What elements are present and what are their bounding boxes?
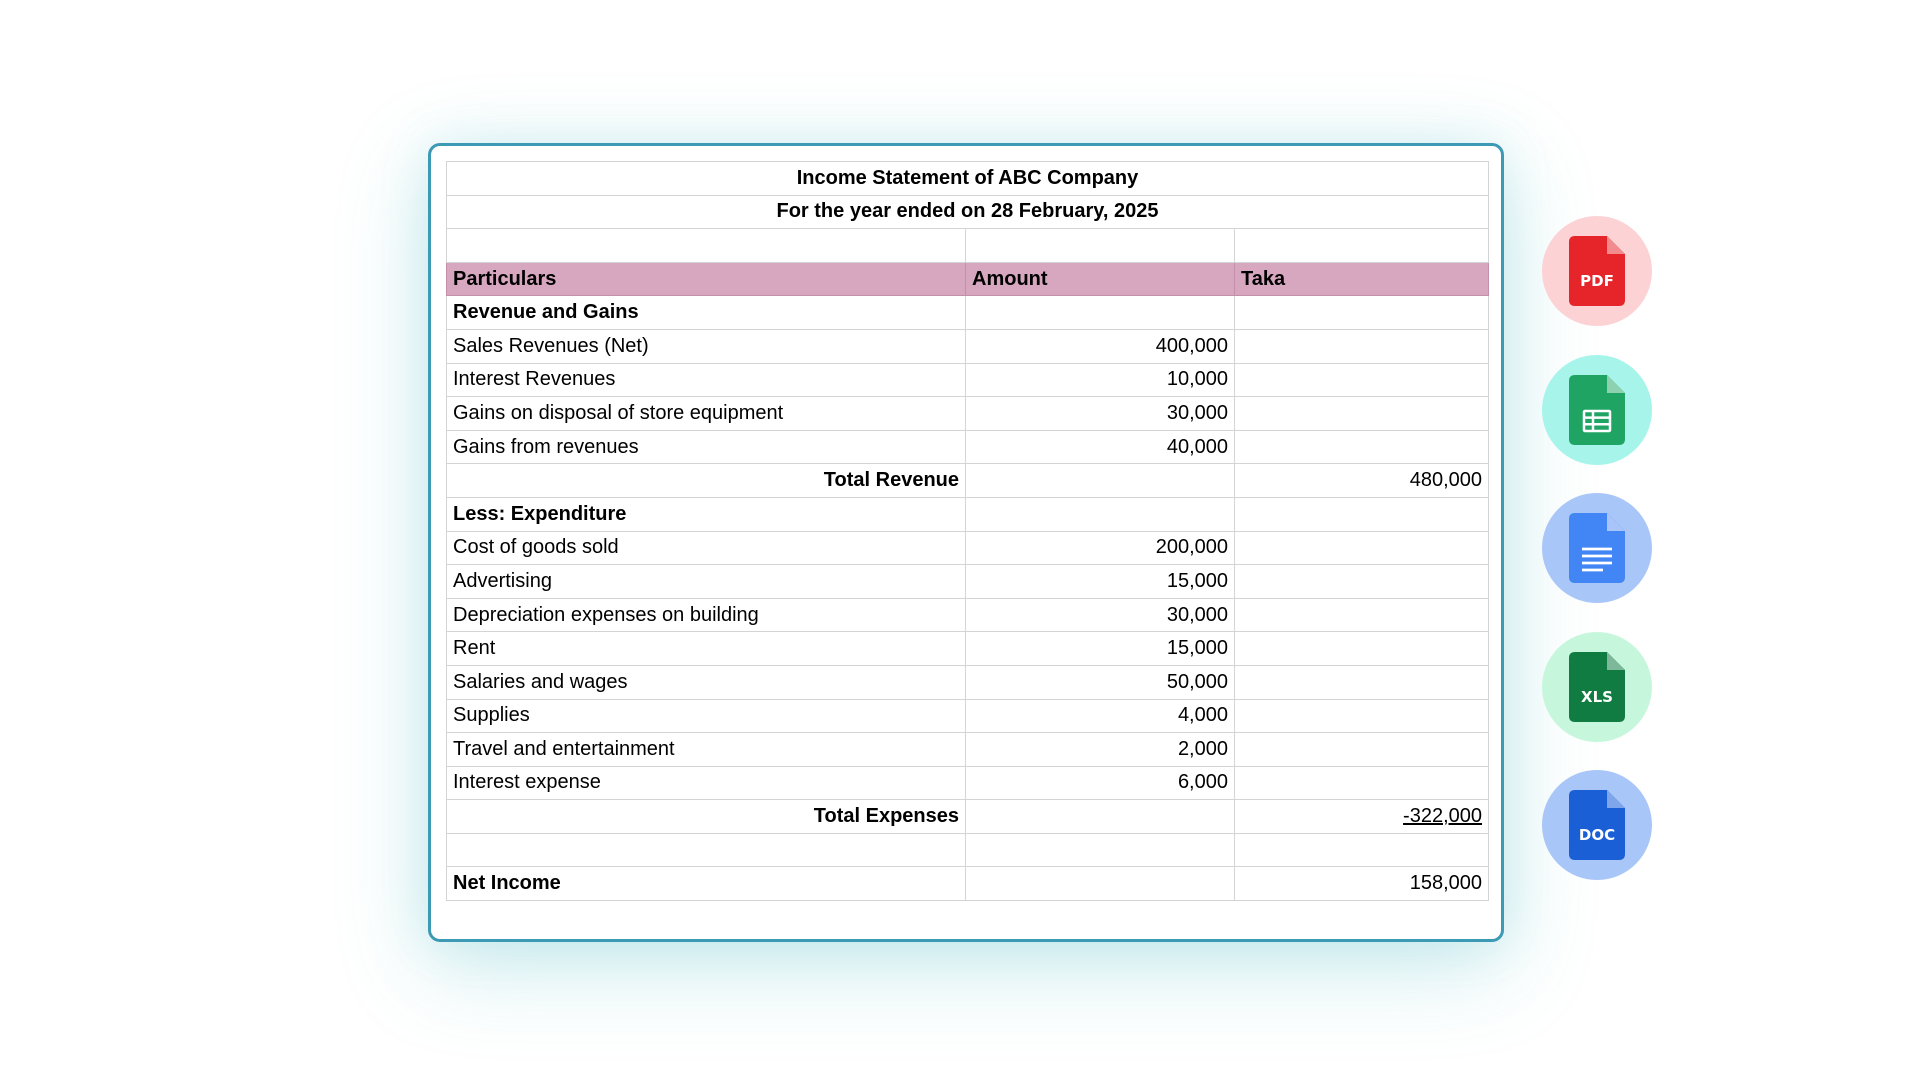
table-row	[447, 632, 1489, 666]
xls-label: XLS	[1581, 688, 1613, 706]
row-amount: 40,000	[966, 430, 1235, 464]
sheets-file-fold	[1607, 375, 1625, 393]
table-row	[447, 430, 1489, 464]
table-row	[447, 766, 1489, 800]
total-revenue-row	[447, 464, 1489, 498]
total-expenses-value: -322,000	[1403, 805, 1483, 828]
table-row	[447, 329, 1489, 363]
income-statement-table	[446, 161, 1489, 901]
row-amount: 30,000	[966, 598, 1235, 632]
pdf-file-icon	[1569, 236, 1625, 306]
docs-file-fold	[1607, 513, 1625, 531]
table-row	[447, 531, 1489, 565]
doc-file-fold	[1607, 790, 1625, 808]
statement-title: Income Statement of ABC Company	[447, 162, 1489, 196]
xls-file-fold	[1607, 652, 1625, 670]
row-amount: 4,000	[966, 699, 1235, 733]
row-label: Travel and entertainment	[447, 733, 966, 767]
row-amount: 200,000	[966, 531, 1235, 565]
total-revenue-label: Total Revenue	[447, 464, 966, 498]
table-row	[447, 665, 1489, 699]
doc-file-icon	[1569, 790, 1625, 860]
header-taka: Taka	[1235, 262, 1489, 296]
row-amount: 2,000	[966, 733, 1235, 767]
income-statement-card	[428, 143, 1504, 942]
row-amount: 15,000	[966, 632, 1235, 666]
row-amount: 15,000	[966, 565, 1235, 599]
pdf-download-button[interactable]	[1542, 216, 1652, 326]
pdf-label: PDF	[1580, 272, 1614, 290]
row-label: Interest expense	[447, 766, 966, 800]
row-label: Interest Revenues	[447, 363, 966, 397]
doc-download-button[interactable]	[1542, 770, 1652, 880]
row-label: Sales Revenues (Net)	[447, 329, 966, 363]
total-expenses-label: Total Expenses	[447, 800, 966, 834]
google-docs-download-button[interactable]	[1542, 493, 1652, 603]
doc-label: DOC	[1578, 826, 1616, 844]
table-row	[447, 565, 1489, 599]
download-format-list	[1542, 216, 1652, 876]
table-row	[447, 598, 1489, 632]
net-income-label: Net Income	[447, 867, 966, 901]
google-docs-icon	[1569, 513, 1625, 583]
header-row	[447, 262, 1489, 296]
row-amount: 10,000	[966, 363, 1235, 397]
expense-heading: Less: Expenditure	[447, 497, 966, 531]
row-label: Supplies	[447, 699, 966, 733]
table-row	[447, 397, 1489, 431]
title-row	[447, 162, 1489, 196]
subtitle-row	[447, 195, 1489, 229]
header-amount: Amount	[966, 262, 1235, 296]
revenue-heading-row	[447, 296, 1489, 330]
net-income-value: 158,000	[1235, 867, 1489, 901]
total-revenue-value: 480,000	[1235, 464, 1489, 498]
expense-heading-row	[447, 497, 1489, 531]
row-amount: 400,000	[966, 329, 1235, 363]
table-row	[447, 699, 1489, 733]
row-amount: 30,000	[966, 397, 1235, 431]
statement-subtitle: For the year ended on 28 February, 2025	[447, 195, 1489, 229]
blank-row	[447, 229, 1489, 263]
xls-download-button[interactable]	[1542, 632, 1652, 742]
row-amount: 50,000	[966, 665, 1235, 699]
google-sheets-icon	[1569, 375, 1625, 445]
revenue-heading: Revenue and Gains	[447, 296, 966, 330]
pdf-file-fold	[1607, 236, 1625, 254]
row-label: Rent	[447, 632, 966, 666]
google-sheets-download-button[interactable]	[1542, 355, 1652, 465]
xls-file-icon	[1569, 652, 1625, 722]
blank-row	[447, 833, 1489, 867]
header-particulars: Particulars	[447, 262, 966, 296]
row-label: Gains from revenues	[447, 430, 966, 464]
net-income-row	[447, 867, 1489, 901]
total-expenses-row	[447, 800, 1489, 834]
row-label: Advertising	[447, 565, 966, 599]
total-expenses-cell	[1235, 800, 1489, 834]
row-label: Depreciation expenses on building	[447, 598, 966, 632]
row-label: Gains on disposal of store equipment	[447, 397, 966, 431]
row-amount: 6,000	[966, 766, 1235, 800]
table-row	[447, 363, 1489, 397]
table-row	[447, 733, 1489, 767]
row-label: Salaries and wages	[447, 665, 966, 699]
row-label: Cost of goods sold	[447, 531, 966, 565]
